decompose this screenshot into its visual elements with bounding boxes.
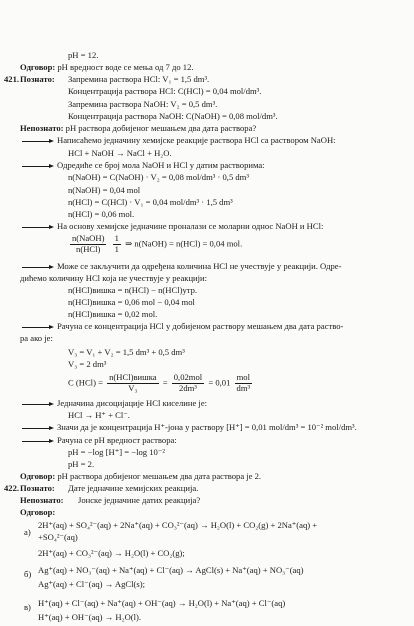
ionic-equation: H⁺(aq) + Cl⁻(aq) + Na⁺(aq) + OH⁻(aq) → H₂O(l) + Na⁺(aq) + Cl⁻(aq)	[38, 598, 286, 608]
ionic-equation: 2H⁺(aq) + SO₄²⁻(aq) + 2Na⁺(aq) + CO₃²⁻(aq) → H₂O(l) + CO₂(g) + 2Na⁺(aq) +	[38, 520, 318, 530]
text-line: Може се закључити да одређена количина HCl не учествује у реакцији. Одре-	[57, 261, 342, 271]
equation: n(HCl) = C(HCl) · V₁ = 0,04 mol/dm³ · 1,5 dm³	[68, 197, 233, 207]
text-line: pH раствора добијеног мешањем два дата раствора?	[65, 123, 257, 133]
label-answer: Одговор:	[20, 507, 56, 517]
text-line: Јонске једначине датих реакција?	[78, 495, 201, 505]
fraction-denominator: 2dm³	[179, 382, 197, 393]
equation: V₃ = 2 dm³	[68, 359, 107, 369]
arrow-icon	[22, 425, 54, 431]
item-label-a: а)	[24, 527, 31, 537]
fraction-denominator: n(HCl)	[76, 243, 101, 254]
equation: pH = −log [H⁺] = −log 10⁻²	[68, 447, 165, 457]
equation: n(NaOH) = 0,04 mol	[68, 185, 141, 195]
problem-number: 421.	[4, 74, 20, 84]
fraction-numerator: n(HCl)вишка	[109, 372, 157, 382]
ionic-equation: H⁺(aq) + OH⁻(aq) → H₂O(l).	[38, 612, 142, 622]
text-line: pH = 12.	[68, 50, 99, 60]
arrow-icon	[22, 324, 54, 330]
text-line: ⇒ n(NaOH) = n(HCl) = 0,04 mol.	[125, 238, 243, 249]
item-label-v: в)	[24, 602, 31, 612]
equation: n(HCl) = 0,06 mol.	[68, 209, 135, 219]
text-line: ра ако је:	[20, 333, 53, 343]
equation: HCl → H⁺ + Cl⁻.	[68, 410, 130, 420]
fraction-numerator: 0,02mol	[173, 372, 203, 382]
ionic-equation: +SO₄²⁻(aq)	[38, 532, 78, 542]
fraction-numerator: mol	[235, 373, 253, 384]
arrow-icon	[22, 138, 54, 144]
label-answer: Одговор:	[20, 62, 56, 72]
label-unknown: Непознато:	[20, 123, 64, 133]
text-line: Рачуна се концентрација HCl у добијеном раствору мешањем два дата раство-	[57, 321, 344, 331]
text-line: На основу хемијске једначине проналази се моларни однос NaOH и HCl:	[57, 221, 324, 231]
text-line: Значи да је концентрација H⁺-јона у раствору [H⁺] = 0,01 mol/dm³ = 10⁻² mol/dm³.	[57, 422, 357, 432]
ratio-equation	[68, 234, 242, 255]
equation: V₃ = V₁ + V₂ = 1,5 dm³ + 0,5 dm³	[68, 347, 185, 357]
label-answer: Одговор:	[20, 471, 56, 481]
equation: HCl + NaOH → NaCl + H₂O.	[68, 148, 172, 158]
text-line: Концентрација раствора HCl: C(HCl) = 0,04 mol/dm³.	[68, 86, 262, 96]
text-line: Рачуна се pH вредност раствора:	[57, 435, 177, 445]
arrow-icon	[22, 163, 54, 169]
equation-result: = 0,01	[208, 377, 231, 388]
label-unknown: Непознато:	[20, 495, 64, 505]
equation: n(HCl)вишка = 0,02 mol.	[68, 309, 158, 319]
text-line: pH раствора добијеног мешањем два дата раствора је 2.	[57, 471, 262, 481]
equation: n(NaOH) = C(NaOH) · V₂ = 0,08 mol/dm³ · 0,5 dm³	[68, 172, 249, 182]
label-given: Познато:	[20, 483, 55, 493]
equation: n(HCl)вишка = n(HCl) − n(HCl)утр.	[68, 285, 198, 295]
label-given: Познато:	[20, 74, 55, 84]
fraction-numerator: 1	[114, 233, 119, 243]
text-line: Једначина дисоцијације HCl киселине је:	[57, 398, 208, 408]
ionic-equation: 2H⁺(aq) + CO₃²⁻(aq) → H₂O(l) + CO₂(g);	[38, 548, 185, 558]
text-line: Запремина раствора HCl: V₁ = 1,5 dm³.	[68, 74, 210, 84]
text-line: Запремина раствора NaOH: V₂ = 0,5 dm³.	[68, 99, 218, 109]
fraction-denominator: dm³	[236, 382, 251, 393]
problem-number: 422.	[4, 483, 20, 493]
text-line: Концентрација раствора NaOH: C(NaOH) = 0,08 mol/dm³.	[68, 111, 278, 121]
text-line: Одредиће се број мола NaOH и HCl у датим растворима:	[57, 160, 265, 170]
ionic-equation: Ag⁺(aq) + Cl⁻(aq) → AgCl(s);	[38, 579, 146, 589]
arrow-icon	[22, 264, 54, 270]
text-line: Дате једначине хемијских реакција.	[68, 483, 199, 493]
arrow-icon	[22, 401, 54, 407]
text-line: Написаћемо једначину хемијске реакције раствора HCl са раствором NaOH:	[57, 135, 336, 145]
text-line: pH вредност воде се мења од 7 до 12.	[57, 62, 194, 72]
fraction-denominator: 1	[114, 243, 119, 254]
arrow-icon	[22, 224, 54, 230]
arrow-icon	[22, 438, 54, 444]
concentration-equation: C (HCl) = $\frac{\text{n(HCl)вишка}}{\text{V₃}}$ = $\frac{\text{0,02mol}}{\text{2dm³}}$ = 0,01 $\frac{\text{mol}}{\text{dm³}}$	[68, 372, 251, 393]
fraction-numerator: n(NaOH)	[72, 233, 105, 243]
equation: pH = 2.	[68, 459, 95, 469]
ionic-equation: Ag⁺(aq) + NO₃⁻(aq) + Na⁺(aq) + Cl⁻(aq) → AgCl(s) + Na⁺(aq) + NO₃⁻(aq)	[38, 565, 304, 575]
equation: n(HCl)вишка = 0,06 mol − 0,04 mol	[68, 297, 195, 307]
item-label-b: б)	[24, 569, 32, 579]
text-line: дићемо количину HCl која не учествује у реакцији:	[20, 273, 208, 283]
equation-label: C (HCl) =	[68, 377, 103, 388]
fraction-denominator: V₃	[128, 382, 138, 393]
